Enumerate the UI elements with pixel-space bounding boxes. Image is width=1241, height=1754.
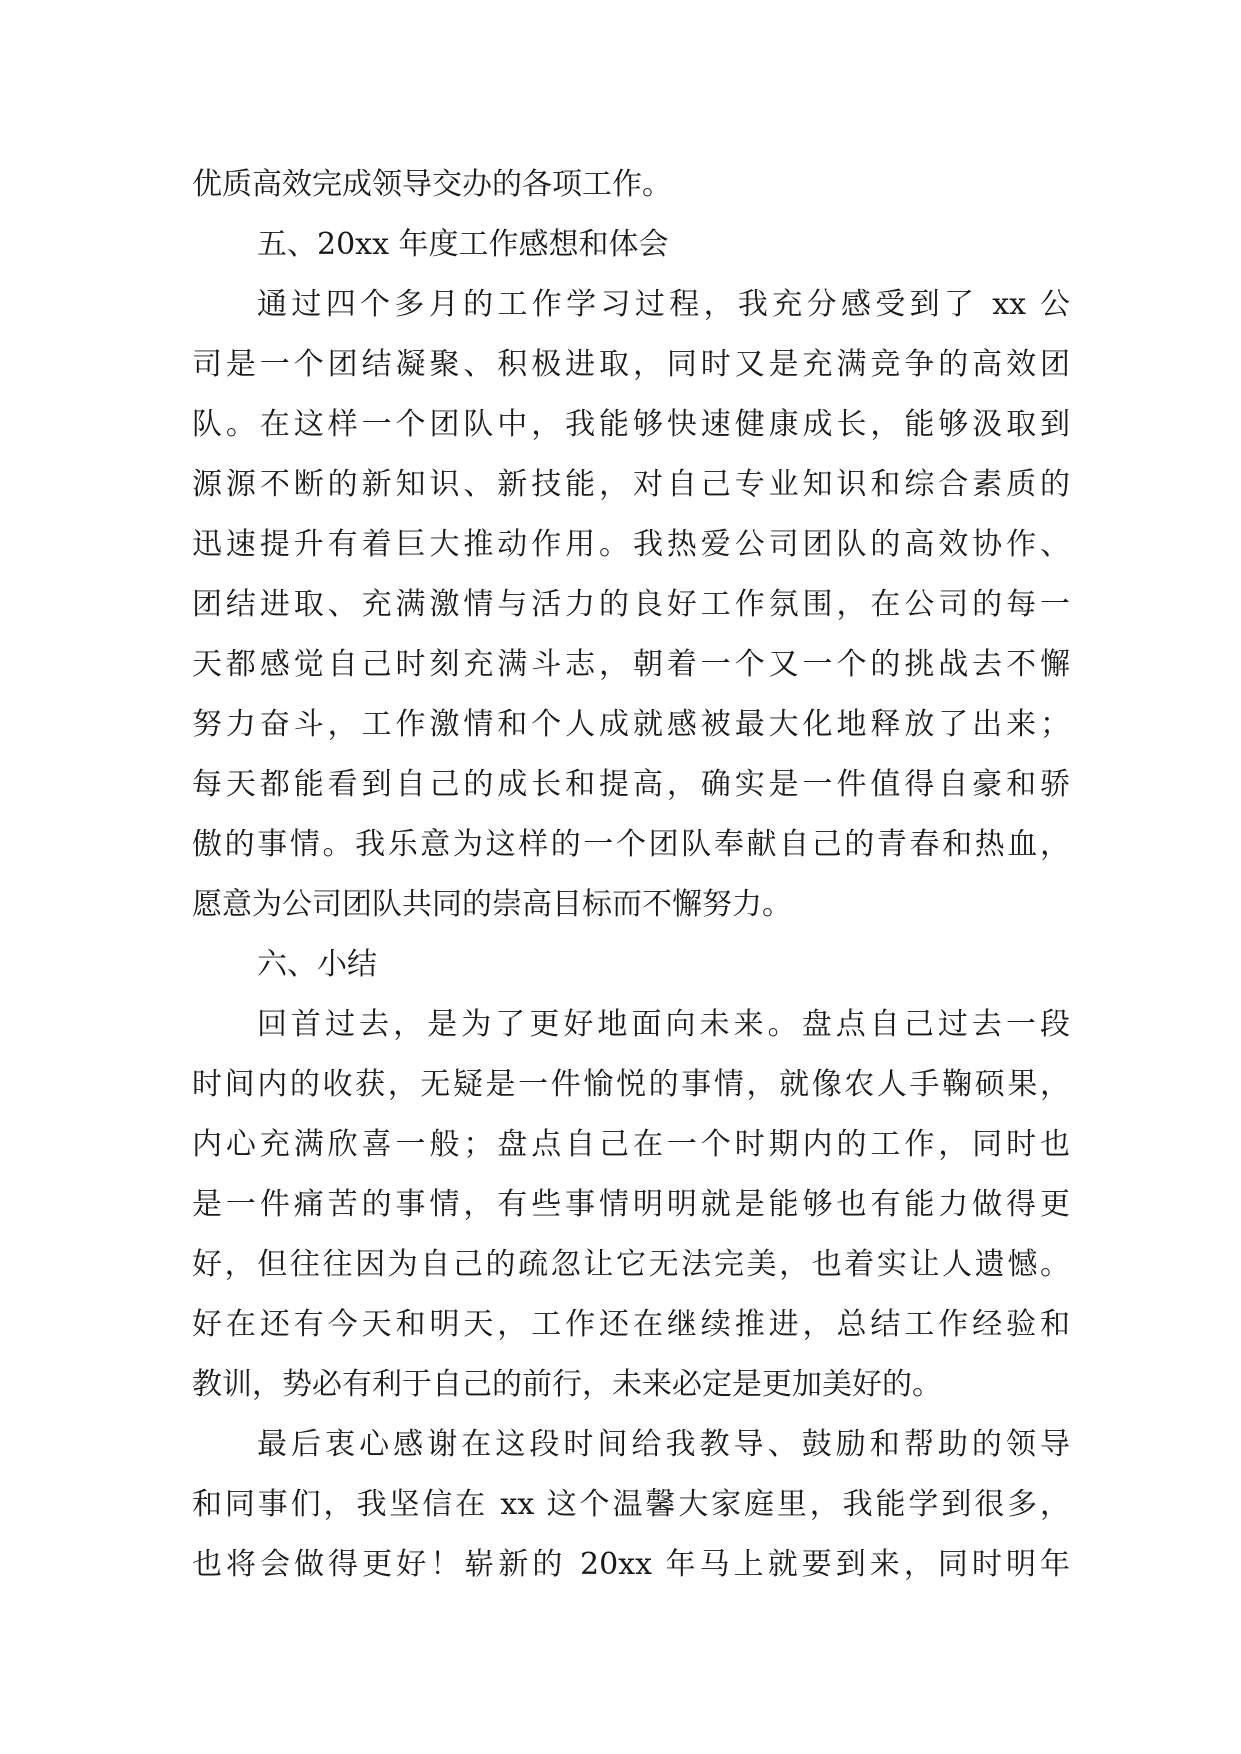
section-heading-5: 五、20xx 年度工作感想和体会 [257,227,669,262]
text-line: 迅速提升有着巨大推动作用。我热爱公司团队的高效协作、 [192,527,1070,562]
section-heading-6: 六、小结 [257,947,377,982]
text-line: 回首过去，是为了更好地面向未来。盘点自己过去一段 [257,1007,1070,1042]
text-line: 源源不断的新知识、新技能，对自己专业知识和综合素质的 [192,467,1070,502]
document-body [192,155,1070,1595]
text-line: 司是一个团结凝聚、积极进取，同时又是充满竞争的高效团 [192,347,1070,382]
text-line: 最后衷心感谢在这段时间给我教导、鼓励和帮助的领导 [257,1427,1070,1462]
text-line: 愿意为公司团队共同的崇高目标而不懈努力。 [192,887,792,922]
text-line: 和同事们，我坚信在 xx 这个温馨大家庭里，我能学到很多， [192,1487,1070,1522]
text-line: 时间内的收获，无疑是一件愉悦的事情，就像农人手鞠硕果， [192,1067,1070,1102]
text-line: 天都感觉自己时刻充满斗志，朝着一个又一个的挑战去不懈 [192,647,1070,682]
text-line: 好在还有今天和明天，工作还在继续推进，总结工作经验和 [192,1307,1070,1342]
text-line: 傲的事情。我乐意为这样的一个团队奉献自己的青春和热血， [192,827,1070,862]
text-line: 通过四个多月的工作学习过程，我充分感受到了 xx 公 [257,287,1070,322]
text-line: 团结进取、充满激情与活力的良好工作氛围，在公司的每一 [192,587,1070,622]
text-line: 努力奋斗，工作激情和个人成就感被最大化地释放了出来； [192,707,1070,742]
text-line: 每天都能看到自己的成长和提高，确实是一件值得自豪和骄 [192,767,1070,802]
text-line: 好，但往往因为自己的疏忽让它无法完美，也着实让人遗憾。 [192,1247,1070,1282]
text-line: 内心充满欣喜一般；盘点自己在一个时期内的工作，同时也 [192,1127,1070,1162]
text-line: 优质高效完成领导交办的各项工作。 [192,167,672,202]
text-line: 队。在这样一个团队中，我能够快速健康成长，能够汲取到 [192,407,1070,442]
text-line: 教训，势必有利于自己的前行，未来必定是更加美好的。 [192,1367,942,1402]
text-line: 也将会做得更好！崭新的 20xx 年马上就要到来，同时明年 [192,1547,1070,1582]
text-line: 是一件痛苦的事情，有些事情明明就是能够也有能力做得更 [192,1187,1070,1222]
